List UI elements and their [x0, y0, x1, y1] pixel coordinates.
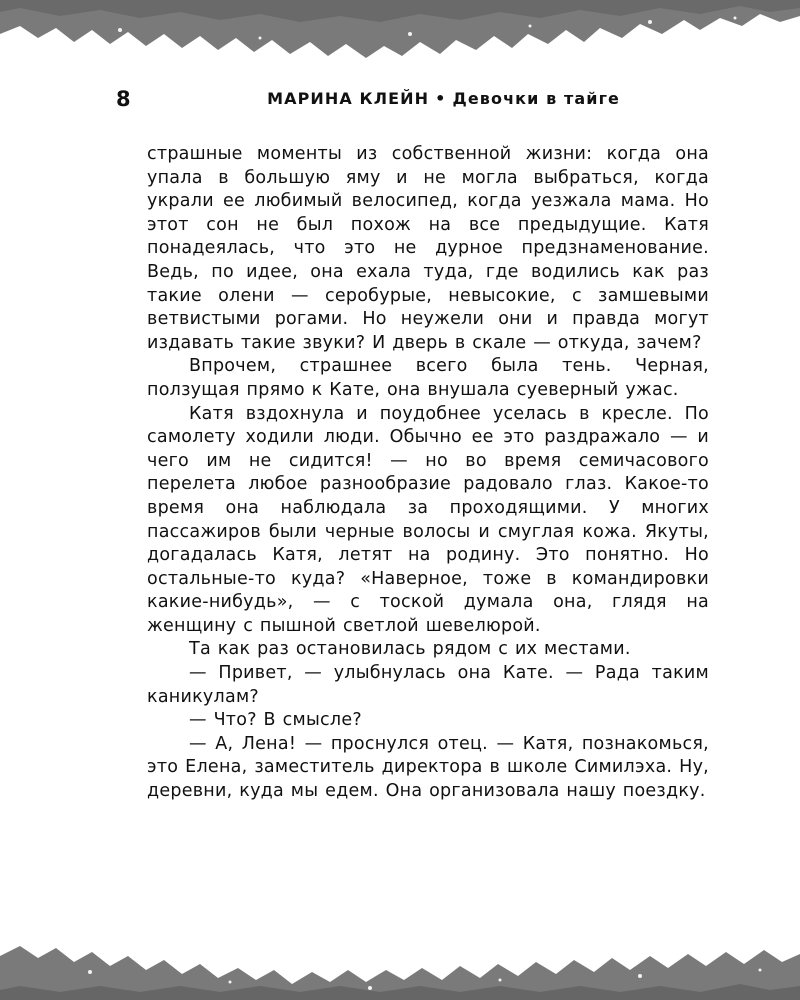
paragraph: Впрочем, страшнее всего была тень. Черная, ползущая прямо к Кате, она внушала суеверный ужас. [147, 356, 709, 400]
paragraph: страшные моменты из собственной жизни: когда она упала в большую яму и не могла выбраться, когда украли ее любимый велосипед, когда уезжала мама. Но этот сон не был похож на все предыдущие. Катя понадеялась, что это не дурное предзнаменование. Ведь, по идее, она ехала туда, где водились как раз такие олени — серобурые, невысокие, с замшевыми ветвистыми рогами. Но неужели они и правда могут издавать такие звуки? И дверь в скале — откуда, зачем? [147, 144, 709, 353]
page-number: 8 [116, 87, 131, 111]
dialogue-line: — А, Лена! — проснулся отец. — Катя, познакомься, это Елена, заместитель директора в школе Симилэха. Ну, деревни, куда мы едем. Она организовала нашу поездку. [147, 733, 709, 802]
running-head [267, 84, 620, 114]
paragraph: Та как раз остановилась рядом с их местами. [189, 639, 631, 660]
dialogue-line: — Что? В смысле? [189, 710, 362, 731]
bullet-separator: • [435, 89, 447, 108]
dialogue-line: — Привет, — улыбнулась она Кате. — Рада таким каникулам? [147, 663, 709, 707]
torn-edge-bottom [0, 920, 800, 1000]
book-title: Девочки в тайге [452, 89, 620, 108]
author-name: МАРИНА КЛЕЙН [267, 89, 430, 108]
paragraph: Катя вздохнула и поудобнее уселась в кресле. По самолету ходили люди. Обычно ее это раздражало — и чего им не сидится! — но во время семичасового перелета любое разнообразие радовало глаз. Какое-то время она наблюдала за проходящими. У многих пассажиров были черные волосы и смуглая кожа. Якуты, догадалась Катя, летят на родину. Это понятно. Но остальные-то куда? «Наверное, тоже в командировки какие-нибудь», — с тоской думала она, глядя на женщину с пышной светлой шевелюрой. [147, 403, 709, 636]
page-body [147, 143, 709, 804]
running-header [0, 84, 800, 114]
torn-edge-top [0, 0, 800, 70]
